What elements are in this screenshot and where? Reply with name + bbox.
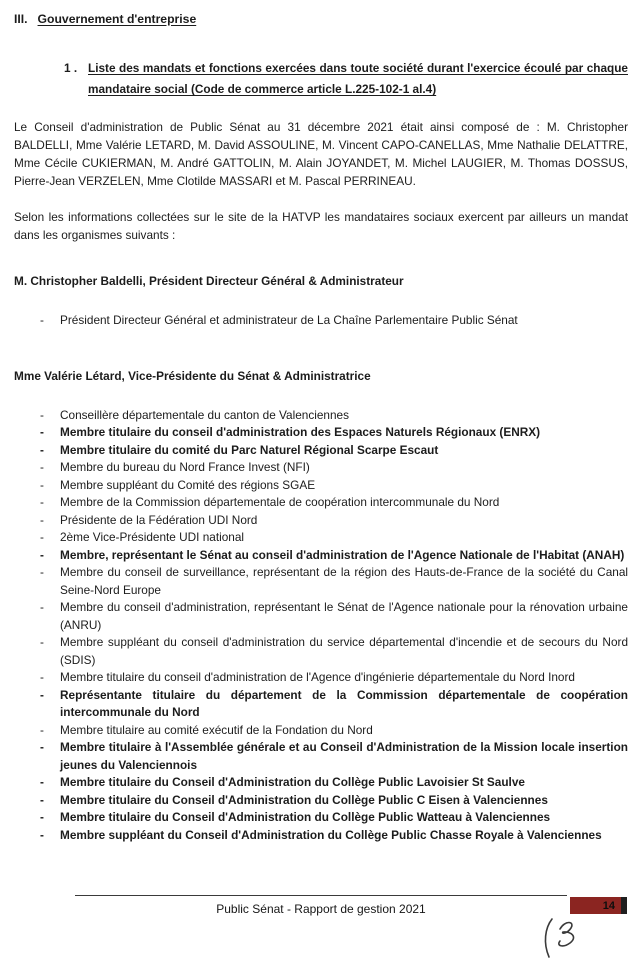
- list-item: [40, 459, 628, 477]
- list-item-text: Membre titulaire du Conseil d'Administration du Collège Public C Eisen à Valenciennes: [60, 792, 548, 807]
- list-item: [40, 722, 628, 740]
- list-item: [40, 529, 628, 547]
- footer-divider: [75, 895, 567, 896]
- list-item-text: Membre titulaire à l'Assemblée générale et au Conseil d'Administration de la Mission locale insertion jeunes du Valenciennois: [60, 740, 628, 772]
- page-number-box: [570, 897, 627, 914]
- list-item-text: Membre de la Commission départementale de coopération intercommunale du Nord: [60, 495, 500, 509]
- footer-text: Public Sénat - Rapport de gestion 2021: [216, 902, 426, 916]
- subsection-number: 1 .: [64, 61, 78, 75]
- list-item-dash: -: [40, 600, 44, 614]
- list-item: [40, 477, 628, 495]
- list-item-dash: -: [40, 827, 44, 842]
- list-item: [40, 599, 628, 634]
- list-item-text: Membre suppléant du Conseil d'Administration du Collège Public Chasse Royale à Valenciennes: [60, 827, 602, 842]
- list-item: [40, 424, 628, 442]
- list-item-text: Présidente de la Fédération UDI Nord: [60, 512, 258, 527]
- subsection-title: Liste des mandats et fonctions exercées dans toute société durant l'exercice écoulé par chaque mandataire social (Code de commerce article L.225-102-1 al.4): [88, 61, 628, 96]
- list-item-dash: -: [40, 547, 44, 562]
- list-item-dash: -: [40, 495, 44, 509]
- list-item-dash: -: [40, 687, 44, 702]
- list-item-text: Membre titulaire au comité exécutif de la Fondation du Nord: [60, 722, 373, 737]
- list-item-dash: -: [40, 530, 44, 544]
- list-item: [40, 564, 628, 599]
- list-item-dash: -: [40, 635, 44, 649]
- handwritten-initials-icon: [536, 916, 582, 960]
- list-item-text: Président Directeur Général et administrateur de La Chaîne Parlementaire Public Sénat: [60, 313, 518, 327]
- mandate-holder-heading: M. Christopher Baldelli, Président Directeur Général & Administrateur: [14, 274, 404, 288]
- list-item: [40, 687, 628, 722]
- list-item: [40, 669, 628, 687]
- list-item: [40, 312, 628, 330]
- list-item-text: 2ème Vice-Présidente UDI national: [60, 530, 245, 544]
- mandate-holder-heading: Mme Valérie Létard, Vice-Présidente du Sénat & Administratrice: [14, 368, 371, 383]
- list-item: [40, 739, 628, 774]
- list-item-text: Membre titulaire du conseil d'administration des Espaces Naturels Régionaux (ENRX): [60, 425, 541, 439]
- list-item-text: Membre titulaire du conseil d'administration de l'Agence d'ingénierie départementale du Nord Inord: [60, 670, 575, 684]
- list-item: [40, 547, 628, 565]
- subsection-heading: [64, 58, 628, 100]
- section-number: III.: [14, 12, 28, 26]
- section-heading: [14, 10, 628, 28]
- list-item-dash: -: [40, 407, 44, 422]
- list-item-text: Membre titulaire du Conseil d'Administration du Collège Public Watteau à Valenciennes: [60, 810, 551, 824]
- list-item: [40, 792, 628, 810]
- list-item-text: Représentante titulaire du département de la Commission départementale de coopération intercommunale du Nord: [60, 687, 628, 719]
- list-item-dash: -: [40, 460, 44, 474]
- mandate-list: [40, 312, 628, 330]
- list-item: [40, 442, 628, 460]
- list-item-dash: -: [40, 792, 44, 807]
- list-item-text: Membre titulaire du comité du Parc Naturel Régional Scarpe Escaut: [60, 442, 439, 457]
- page-number: 14: [602, 899, 615, 912]
- list-item: [40, 512, 628, 530]
- mandate-list: [40, 407, 628, 845]
- hatvp-intro-paragraph: Selon les informations collectées sur le site de la HATVP les mandataires sociaux exercent par ailleurs un mandat dans les organismes suivants :: [14, 210, 628, 242]
- list-item: [40, 494, 628, 512]
- list-item-dash: -: [40, 722, 44, 737]
- list-item-text: Membre du conseil d'administration, représentant le Sénat de l'Agence nationale pour la rénovation urbaine (ANRU): [60, 600, 628, 632]
- list-item-dash: -: [40, 313, 44, 327]
- list-item: [40, 809, 628, 827]
- list-item-dash: -: [40, 512, 44, 527]
- list-item-text: Membre suppléant du Comité des régions SGAE: [60, 477, 316, 492]
- list-item-text: Membre du bureau du Nord France Invest (NFI): [60, 460, 310, 474]
- list-item-dash: -: [40, 775, 44, 789]
- list-item-dash: -: [40, 442, 44, 457]
- list-item-text: Membre du conseil de surveillance, représentant de la région des Hauts-de-France de la société du Canal Seine-Nord Europe: [60, 565, 628, 597]
- list-item-text: Membre, représentant le Sénat au conseil d'administration de l'Agence Nationale de l'Habitat (ANAH): [60, 547, 625, 562]
- list-item-dash: -: [40, 565, 44, 579]
- list-item-dash: -: [40, 810, 44, 824]
- list-item-text: Membre suppléant du conseil d'administration du service départemental d'incendie et de secours du Nord (SDIS): [60, 635, 628, 667]
- list-item: [40, 407, 628, 425]
- list-item-text: Conseillère départementale du canton de Valenciennes: [60, 407, 350, 422]
- list-item-dash: -: [40, 425, 44, 439]
- list-item-dash: -: [40, 477, 44, 492]
- list-item-text: Membre titulaire du Conseil d'Administration du Collège Public Lavoisier St Saulve: [60, 775, 525, 789]
- list-item: [40, 774, 628, 792]
- list-item: [40, 634, 628, 669]
- section-title: Gouvernement d'entreprise: [37, 12, 197, 26]
- list-item-dash: -: [40, 740, 44, 754]
- board-composition-paragraph: Le Conseil d'administration de Public Sénat au 31 décembre 2021 était ainsi composé de : M. Christopher BALDELLI, Mme Valérie LETARD, M. David ASSOULINE, M. Vincent CAPO-CANELLAS, Mme Nathalie DELATTRE, Mme Cécile CUKIERMAN, M. André GATTOLIN, M. Alain JOYANDET, M. Michel LAUGIER, M. Thomas DOSSUS, Pierre-Jean VERZELEN, Mme Clotilde MASSARI et M. Pascal PERRINEAU.: [14, 120, 628, 188]
- list-item: [40, 827, 628, 845]
- mandates: [14, 272, 628, 844]
- list-item-dash: -: [40, 670, 44, 684]
